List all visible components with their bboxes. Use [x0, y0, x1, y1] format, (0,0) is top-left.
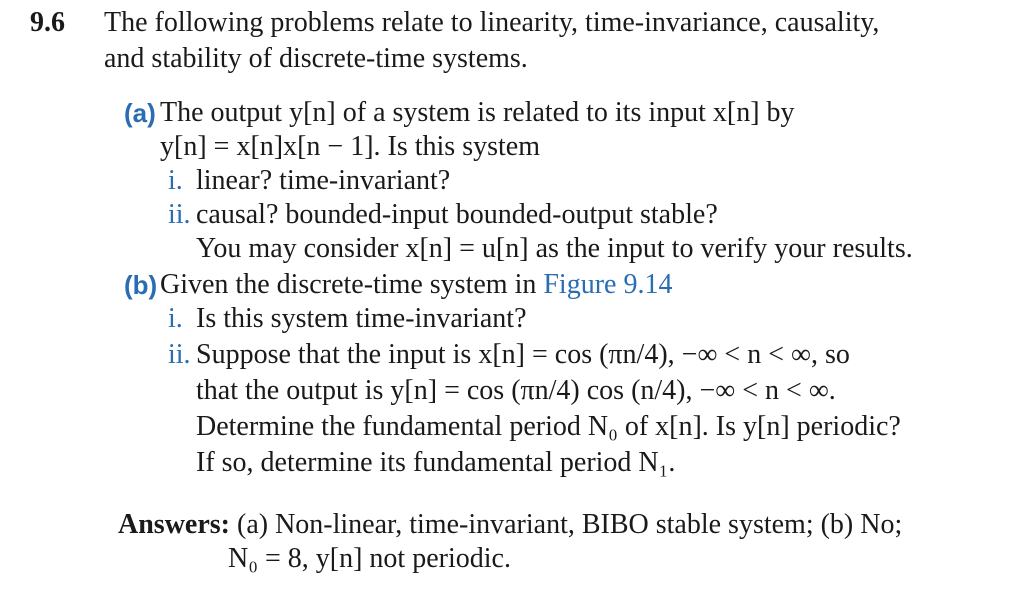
part-a-line-2: y[n] = x[n]x[n − 1]. Is this system: [160, 131, 540, 162]
intro-line-1: The following problems relate to linearity, time-invariance, causality,: [104, 7, 880, 38]
part-b-item-2-number: ii.: [168, 339, 191, 370]
figure-reference-link[interactable]: Figure 9.14: [543, 269, 673, 300]
part-b-continuation-2: Determine the fundamental period N₀ of x[n]. Is y[n] periodic?: [196, 411, 901, 442]
part-a-item-2-text: causal? bounded-input bounded-output stable?: [196, 199, 718, 230]
problem-number: 9.6: [30, 7, 65, 38]
part-a-label: (a): [124, 98, 156, 128]
part-b-label: (b): [124, 270, 158, 300]
answers-line-1: [118, 508, 902, 542]
part-a-item-1-number: i.: [168, 165, 183, 196]
part-a-note: You may consider x[n] = u[n] as the input to verify your results.: [196, 233, 913, 264]
part-b-continuation-3: If so, determine its fundamental period N₁.: [196, 447, 676, 478]
part-b-intro: Given the discrete-time system in: [160, 269, 544, 300]
answers-line-2: N₀ = 8, y[n] not periodic.: [228, 543, 511, 574]
part-a-item-1-text: linear? time-invariant?: [196, 165, 451, 196]
part-b-item-1-text: Is this system time-invariant?: [196, 303, 527, 334]
answers-text-1: (a) Non-linear, time-invariant, BIBO stable system; (b) No;: [230, 509, 903, 540]
part-b-item-1-number: i.: [168, 303, 183, 334]
part-b-item-2-text: Suppose that the input is x[n] = cos (πn/4), −∞ < n < ∞, so: [196, 339, 850, 370]
part-a-item-2-number: ii.: [168, 199, 191, 230]
part-a-line-1: The output y[n] of a system is related to its input x[n] by: [160, 97, 795, 128]
answers-label: Answers:: [118, 509, 230, 540]
intro-line-2: and stability of discrete-time systems.: [104, 43, 528, 74]
part-b-continuation-1: that the output is y[n] = cos (πn/4) cos (n/4), −∞ < n < ∞.: [196, 375, 836, 406]
part-b-intro-line: [160, 268, 672, 302]
